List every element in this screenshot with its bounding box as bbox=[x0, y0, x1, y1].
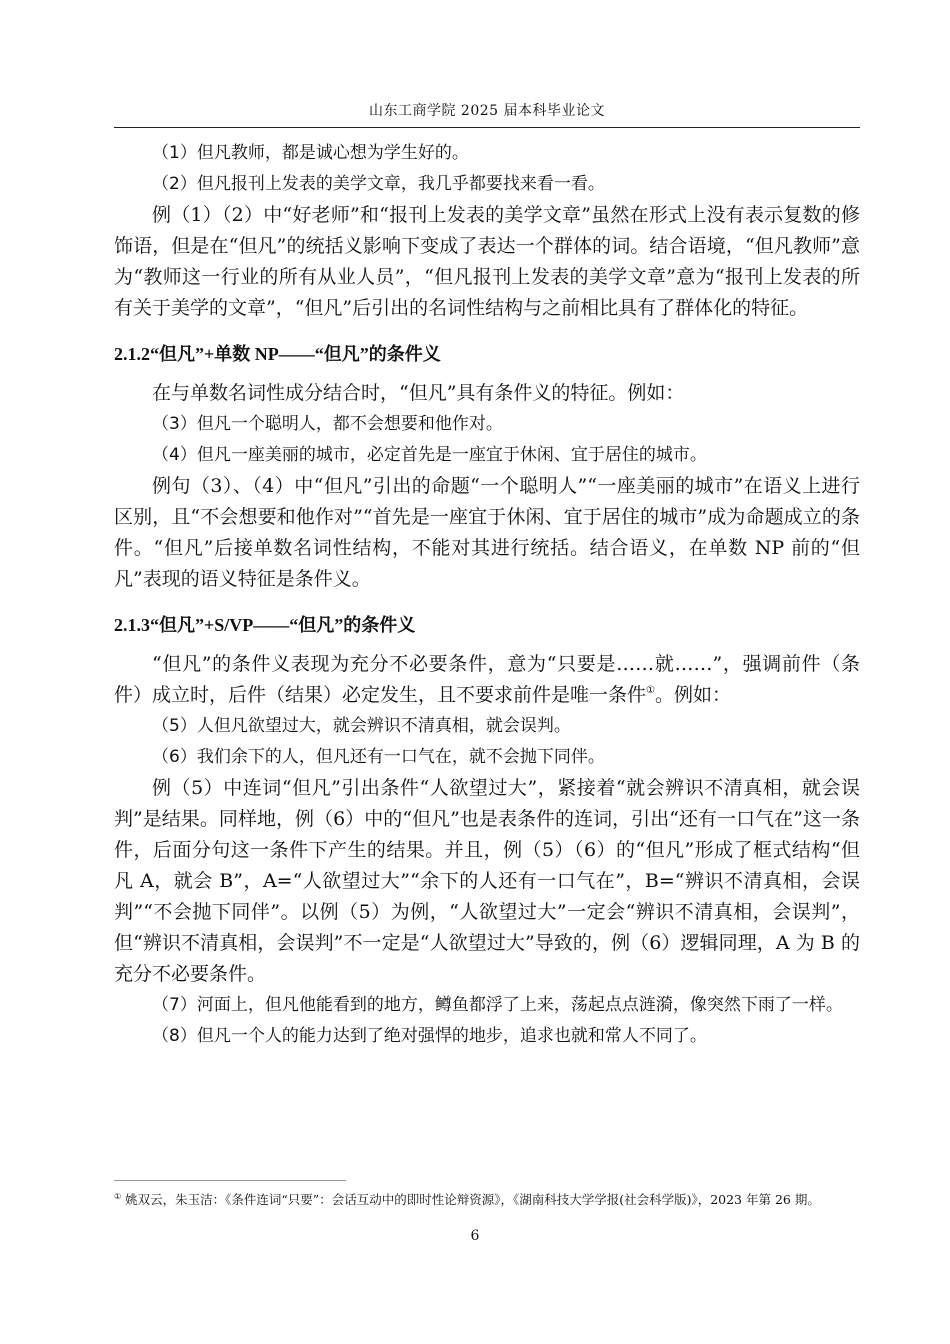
example-4: （4）但凡一座美丽的城市，必定首先是一座宜于休闲、宜于居住的城市。 bbox=[152, 445, 707, 465]
example-8: （8）但凡一个人的能力达到了绝对强悍的地步，追求也就和常人不同了。 bbox=[152, 1026, 707, 1046]
footnote-reference[interactable]: ① bbox=[646, 685, 655, 696]
paragraph: 例（5）中连词“但凡”引出条件“人欲望过大”，紧接着“就会辨识不清真相，就会误判”是结果。同样地，例（6）中的“但凡”也是表条件的连词，引出“还有一口气在”这一条件，后面分句这一条件下产生的结果。并且，例（5）（6）的“但凡”形成了框式结构“但凡 A，就会 B”，A=“人欲望过大”“余下的人还有一口气在”，B=“辨识不清真相，会误判”“不会抛下同伴”。以例（5）为例，“人欲望过大”一定会“辨识不清真相，会误判”，但“辨识不清真相，会误判”不一定是“人欲望过大”导致的，例（6）逻辑同理，A 为 B 的充分不必要条件。 bbox=[114, 777, 860, 985]
footnote-mark: ① bbox=[114, 1192, 122, 1201]
example-2: （2）但凡报刊上发表的美学文章，我几乎都要找来看一看。 bbox=[152, 174, 605, 194]
paragraph-text: “但凡”的条件义表现为充分不必要条件，意为“只要是……就……”，强调前件（条件）成立时，后件（结果）必定发生，且不要求前件是唯一条件 bbox=[114, 653, 860, 706]
section-heading-2-1-2: 2.1.2“但凡”+单数 NP——“但凡”的条件义 bbox=[114, 344, 441, 364]
example-6: （6）我们余下的人，但凡还有一口气在，就不会抛下同伴。 bbox=[152, 747, 605, 767]
example-5: （5）人但凡欲望过大，就会辨识不清真相，就会误判。 bbox=[152, 716, 571, 736]
paragraph-with-footnote bbox=[114, 649, 860, 711]
page-header: 山东工商学院 2025 届本科毕业论文 bbox=[368, 103, 606, 119]
paragraph: 例句（3）、（4）中“但凡”引出的命题“一个聪明人”“一座美丽的城市”在语义上进行区别，且“不会想要和他作对”“首先是一座宜于休闲、宜于居住的城市”成为命题成立的条件。“但凡”后接单数名词性结构，不能对其进行统括。结合语义，在单数 NP 前的“但凡”表现的语义特征是条件义。 bbox=[114, 475, 860, 590]
footnote-rule bbox=[114, 1180, 346, 1181]
footnote-text: 姚双云，朱玉洁：《条件连词“只要”：会话互动中的即时性论辩资源》，《湖南科技大学学报(社会科学版)》，2023 年第 26 期。 bbox=[125, 1192, 820, 1207]
paragraph: 例（1）（2）中“好老师”和“报刊上发表的美学文章”虽然在形式上没有表示复数的修饰语，但是在“但凡”的统括义影响下变成了表达一个群体的词。结合语境，“但凡教师”意为“教师这一行业的所有从业人员”，“但凡报刊上发表的美学文章”意为“报刊上发表的所有关于美学的文章”，“但凡”后引出的名词性结构与之前相比具有了群体化的特征。 bbox=[114, 204, 860, 319]
header-rule bbox=[114, 127, 860, 128]
example-7: （7）河面上，但凡他能看到的地方，鳟鱼都浮了上来，荡起点点涟漪，像突然下雨了一样。 bbox=[152, 995, 843, 1015]
paragraph: 在与单数名词性成分结合时，“但凡”具有条件义的特征。例如： bbox=[152, 382, 685, 404]
main-content bbox=[114, 138, 860, 1052]
example-1: （1）但凡教师，都是诚心想为学生好的。 bbox=[152, 143, 469, 163]
example-3: （3）但凡一个聪明人，都不会想要和他作对。 bbox=[152, 414, 503, 434]
paragraph-text-after: 。例如： bbox=[654, 684, 731, 706]
page-number: 6 bbox=[470, 1228, 480, 1244]
section-heading-2-1-3: 2.1.3“但凡”+S/VP——“但凡”的条件义 bbox=[114, 615, 416, 635]
footnote bbox=[114, 1190, 860, 1209]
